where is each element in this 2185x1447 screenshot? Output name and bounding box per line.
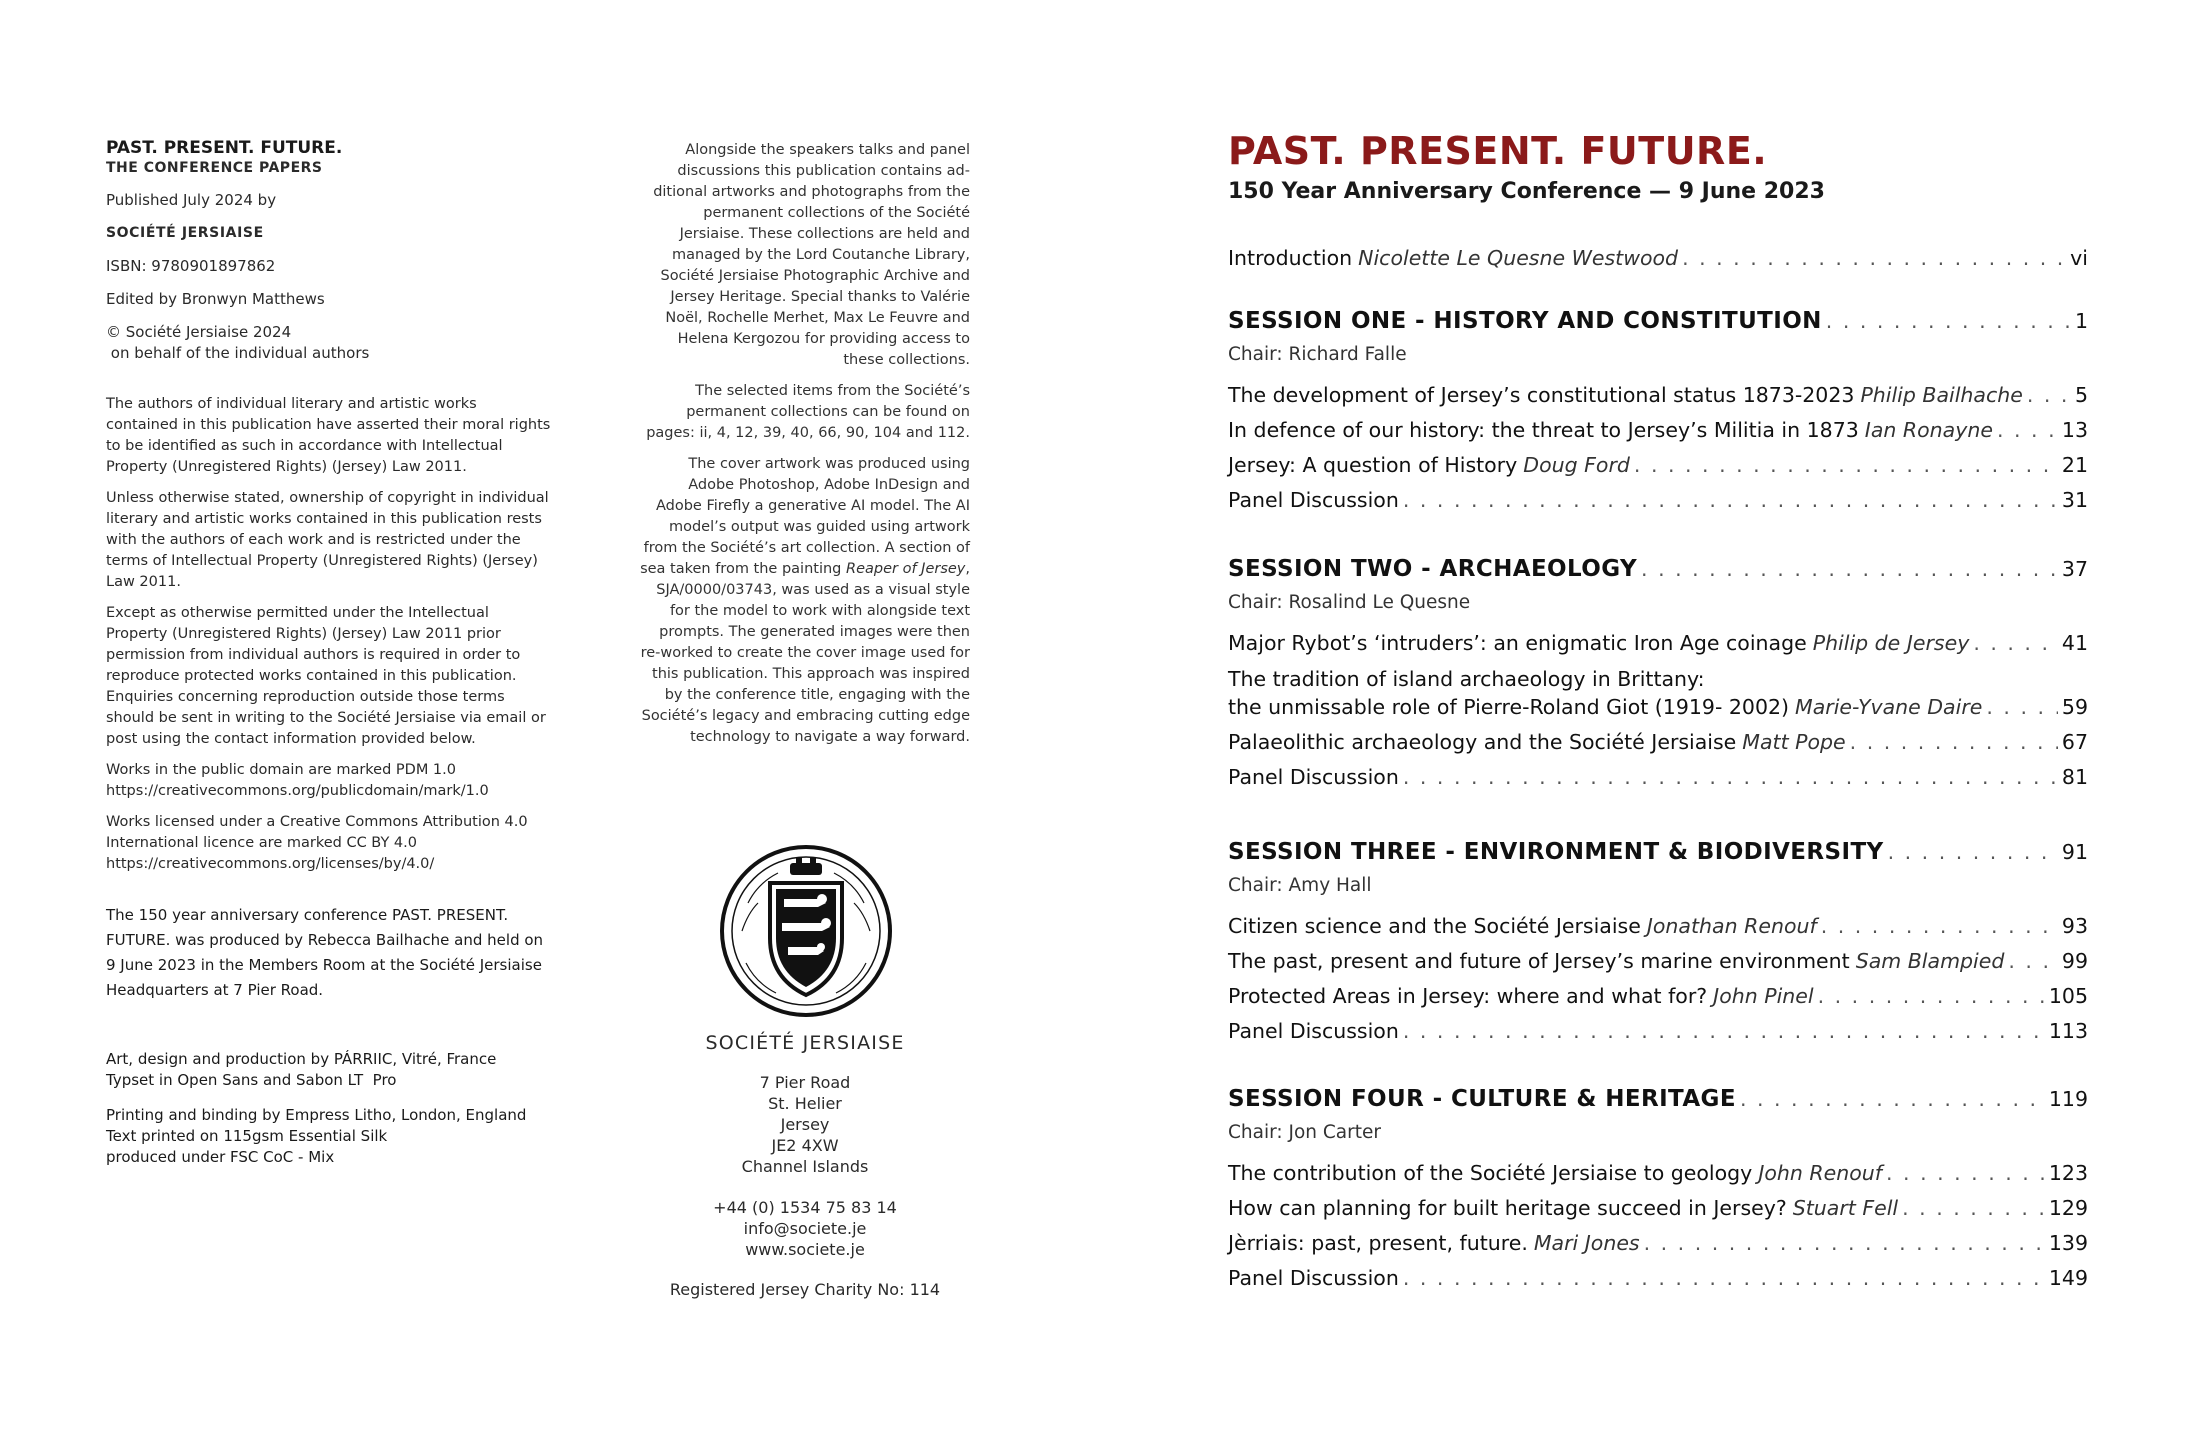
entry-page: 99 — [2061, 949, 2088, 973]
ownership-paragraph: Unless otherwise stated, ownership of copyright in individual literary and artistic works contained in this publication rests with the authors of each work and is restricted under the terms of Intellectual Property (Unregistered Rights) (Jersey) Law 2011. — [106, 490, 549, 590]
printing-credits — [106, 1105, 551, 1168]
entry-title-line-1: The tradition of island archaeology in Brittany: — [1228, 667, 1705, 691]
leader-dots — [1740, 1086, 2045, 1112]
session-heading — [1228, 1086, 2088, 1112]
address-line: St. Helier — [768, 1094, 842, 1113]
entry-title: The past, present and future of Jersey’s marine environment — [1228, 949, 1850, 973]
entry-title: Major Rybot’s ‘intruders’: an enigmatic Iron Age coinage — [1228, 631, 1807, 655]
entry-author: Philip de Jersey — [1812, 631, 1970, 655]
address-line: JE2 4XW — [771, 1136, 839, 1155]
society-contact — [640, 1032, 970, 1299]
cc-license-note — [106, 812, 551, 875]
session-page: 91 — [2061, 840, 2088, 864]
toc-title: PAST. PRESENT. FUTURE. — [1228, 129, 1768, 173]
toc-subtitle: 150 Year Anniversary Conference — 9 June 2023 — [1228, 179, 1825, 204]
entry-title: Panel Discussion — [1228, 1019, 1399, 1043]
leader-dots — [1641, 556, 2058, 582]
entry-author: John Pinel — [1713, 984, 1814, 1008]
leader-dots — [1403, 764, 2058, 790]
leader-dots — [1682, 245, 2066, 271]
cc-license-url: https://creativecommons.org/licenses/by/4.0/ — [106, 856, 435, 872]
entry-title: How can planning for built heritage succeed in Jersey? — [1228, 1196, 1787, 1220]
address-line: Channel Islands — [741, 1157, 869, 1176]
society-name: SOCIÉTÉ JERSIAISE — [705, 1032, 905, 1054]
entry-page: 31 — [2061, 488, 2088, 512]
session-page: 37 — [2061, 557, 2088, 581]
toc-introduction — [1228, 245, 2088, 271]
entry-author: Philip Bailhache — [1860, 383, 2023, 407]
session-chair: Chair: Richard Falle — [1228, 344, 1407, 365]
session-page: 1 — [2074, 309, 2088, 333]
address-line: Jersey — [780, 1115, 830, 1134]
entry-page: 5 — [2074, 383, 2088, 407]
entry-author: Matt Pope — [1742, 730, 1846, 754]
session-title: SESSION ONE - HISTORY AND CONSTITUTION — [1228, 308, 1822, 334]
copyright-notice — [106, 322, 551, 364]
acknowledgements-column — [640, 140, 970, 758]
toc-entry — [1228, 245, 2088, 271]
session-chair: Chair: Rosalind Le Quesne — [1228, 592, 1471, 613]
entry-author: Ian Ronayne — [1864, 418, 1993, 442]
leader-dots — [1403, 1265, 2045, 1291]
book-title: PAST. PRESENT. FUTURE. — [106, 138, 343, 158]
phone-number: +44 (0) 1534 75 83 14 — [713, 1198, 897, 1217]
entry-page: 149 — [2048, 1266, 2088, 1290]
entry-author: Sam Blampied — [1855, 949, 2005, 973]
entry-title: the unmissable role of Pierre-Roland Giot (1919- 2002) — [1228, 695, 1790, 719]
entry-title: The contribution of the Société Jersiaise to geology — [1228, 1161, 1753, 1185]
entry-page: 129 — [2048, 1196, 2088, 1220]
entry-page: 105 — [2048, 984, 2088, 1008]
typeset-credit: Typset in Open Sans and Sabon LT Pro — [106, 1071, 397, 1089]
table-of-contents — [1228, 128, 2088, 1290]
leader-dots — [1634, 452, 2058, 478]
entry-title: Palaeolithic archaeology and the Société Jersiaise — [1228, 730, 1737, 754]
toc-entry — [1228, 487, 2088, 513]
toc-session-three — [1228, 839, 2088, 1053]
email-address: info@societe.je — [743, 1219, 867, 1238]
copyright-line-1: © Société Jersiaise 2024 — [106, 323, 292, 341]
editor: Edited by Bronwyn Matthews — [106, 290, 325, 308]
entry-author: Mari Jones — [1533, 1231, 1640, 1255]
session-page: 119 — [2048, 1087, 2088, 1111]
entry-author: Stuart Fell — [1792, 1196, 1899, 1220]
leader-dots — [1886, 1160, 2045, 1186]
entry-page: 59 — [2061, 695, 2088, 719]
toc-entry — [1228, 729, 2088, 755]
leader-dots — [1997, 417, 2058, 443]
cover-artwork-paragraph — [640, 454, 970, 748]
entry-page: 139 — [2048, 1231, 2088, 1255]
leader-dots — [1644, 1230, 2045, 1256]
printing-line-1: Printing and binding by Empress Litho, London, England — [106, 1106, 527, 1124]
printing-line-3: produced under FSC CoC - Mix — [106, 1148, 335, 1166]
leader-dots — [1973, 630, 2058, 656]
session-title: SESSION THREE - ENVIRONMENT & BIODIVERSITY — [1228, 839, 1884, 865]
public-domain-text: Works in the public domain are marked PDM 1.0 — [106, 762, 456, 778]
entry-title: Panel Discussion — [1228, 1266, 1399, 1290]
society-contact-details — [640, 1197, 970, 1260]
cover-text-b: , SJA/0000/03743, was used as a visual style for the model to work with alongside text prompts. The generated images were then re-worked to create the cover image used for this publication. This approach was inspired by the conference title, engaging with the Société’s legacy and embracing cutting edge technology to navigate a way forward. — [640, 561, 970, 745]
session-heading — [1228, 839, 2088, 865]
toc-entry — [1228, 630, 2088, 656]
published-line: Published July 2024 by — [106, 191, 277, 209]
toc-entry — [1228, 452, 2088, 478]
production-credits — [106, 1049, 551, 1091]
leader-dots — [1850, 729, 2058, 755]
conference-paragraph: The 150 year anniversary conference PAST. PRESENT. FUTURE. was produced by Rebecca Bailhache and held on 9 June 2023 in the Members Room at the Société Jersiaise Headquarters at 7 Pier Road. — [106, 906, 544, 999]
entry-page: 123 — [2048, 1161, 2088, 1185]
toc-entry — [1228, 1018, 2088, 1044]
isbn: ISBN: 9780901897862 — [106, 257, 276, 275]
entry-author: John Renouf — [1758, 1161, 1883, 1185]
entry-page: 93 — [2061, 914, 2088, 938]
entry-title: Jersey: A question of History — [1228, 453, 1518, 477]
entry-page: 67 — [2061, 730, 2088, 754]
moral-rights-paragraph: The authors of individual literary and artistic works contained in this publication have asserted their moral rights to be identified as such in accordance with Intellectual Property (Unregistered Rights) (Jersey) Law 2011. — [106, 396, 551, 475]
leader-dots — [1826, 308, 2071, 334]
painting-title: Reaper of Jersey — [846, 561, 966, 577]
entry-page: 81 — [2061, 765, 2088, 789]
society-address — [640, 1072, 970, 1177]
leader-dots — [1888, 839, 2058, 865]
leader-dots — [1818, 983, 2045, 1009]
toc-session-four — [1228, 1086, 2088, 1300]
leader-dots — [1403, 1018, 2045, 1044]
leader-dots — [1986, 694, 2058, 720]
entry-page: 41 — [2061, 631, 2088, 655]
charity-number: Registered Jersey Charity No: 114 — [669, 1280, 941, 1299]
public-domain-note — [106, 760, 551, 802]
cover-text-a: The cover artwork was produced using Adobe Photoshop, Adobe InDesign and Adobe Firefly a generative AI model. The AI model’s output was guided using artwork from the Société’s art collection. A section of sea taken from the painting — [640, 456, 970, 577]
collections-paragraph: Alongside the speakers talks and panel discussions this publication contains ad-ditional artworks and photographs from the permanent collections of the Société Jersiaise. These collections are held and managed by the Lord Coutanche Library, Société Jersiaise Photographic Archive and Jersey Heritage. Special thanks to Valérie Noël, Rochelle Merhet, Max Le Feuvre and Helena Kergozou for providing access to these collections. — [653, 142, 970, 368]
toc-entry — [1228, 1230, 2088, 1256]
session-chair: Chair: Jon Carter — [1228, 1122, 1381, 1143]
toc-entry — [1228, 1195, 2088, 1221]
website: www.societe.je — [745, 1240, 865, 1259]
entry-author: Doug Ford — [1523, 453, 1630, 477]
toc-entry — [1228, 948, 2088, 974]
public-domain-url: https://creativecommons.org/publicdomain/mark/1.0 — [106, 783, 489, 799]
art-credit: Art, design and production by PÁRRIIC, Vitré, France — [106, 1050, 497, 1068]
toc-entry — [1228, 417, 2088, 443]
selected-items-paragraph: The selected items from the Société’s permanent collections can be found on pages: ii, 4, 12, 39, 40, 66, 90, 104 and 112. — [646, 383, 970, 441]
entry-author: Nicolette Le Quesne Westwood — [1358, 246, 1679, 270]
session-heading — [1228, 308, 2088, 334]
leader-dots — [1821, 913, 2058, 939]
entry-page: vi — [2070, 246, 2088, 270]
entry-title: Panel Discussion — [1228, 488, 1399, 512]
session-title: SESSION TWO - ARCHAEOLOGY — [1228, 556, 1638, 582]
address-line: 7 Pier Road — [759, 1073, 851, 1092]
entry-title: Protected Areas in Jersey: where and what for? — [1228, 984, 1708, 1008]
entry-page: 13 — [2061, 418, 2088, 442]
publisher-name: SOCIÉTÉ JERSIAISE — [106, 225, 264, 241]
book-subtitle: THE CONFERENCE PAPERS — [106, 160, 323, 176]
entry-page: 21 — [2061, 453, 2088, 477]
toc-entry — [1228, 1160, 2088, 1186]
imprint-column — [106, 138, 551, 1182]
toc-entry — [1228, 1265, 2088, 1291]
toc-entry — [1228, 764, 2088, 790]
session-heading — [1228, 556, 2088, 582]
leader-dots — [2008, 948, 2058, 974]
copyright-line-2: on behalf of the individual authors — [106, 344, 370, 362]
societe-jersiaise-seal-icon — [718, 843, 894, 1019]
entry-author: Jonathan Renouf — [1646, 914, 1817, 938]
permission-paragraph: Except as otherwise permitted under the Intellectual Property (Unregistered Rights) (Jersey) Law 2011 prior permission from individual authors is required in order to reproduce protected works contained in this publication. Enquiries concerning reproduction outside those terms should be sent in writing to the Société Jersiaise via email or post using the contact information provided below. — [106, 605, 546, 747]
session-title: SESSION FOUR - CULTURE & HERITAGE — [1228, 1086, 1736, 1112]
toc-entry — [1228, 913, 2088, 939]
toc-entry — [1228, 382, 2088, 408]
toc-entry — [1228, 983, 2088, 1009]
printing-line-2: Text printed on 115gsm Essential Silk — [106, 1127, 388, 1145]
leader-dots — [1403, 487, 2058, 513]
entry-title: Panel Discussion — [1228, 765, 1399, 789]
entry-title: Jèrriais: past, present, future. — [1228, 1231, 1528, 1255]
toc-session-one — [1228, 308, 2088, 522]
entry-title: Citizen science and the Société Jersiaise — [1228, 914, 1641, 938]
toc-entry — [1228, 694, 2088, 720]
entry-title: Introduction — [1228, 246, 1353, 270]
session-chair: Chair: Amy Hall — [1228, 875, 1372, 896]
leader-dots — [2027, 382, 2071, 408]
toc-session-two — [1228, 556, 2088, 799]
leader-dots — [1902, 1195, 2045, 1221]
entry-page: 113 — [2048, 1019, 2088, 1043]
entry-title: The development of Jersey’s constitutional status 1873-2023 — [1228, 383, 1855, 407]
entry-author: Marie-Yvane Daire — [1795, 695, 1983, 719]
cc-license-text: Works licensed under a Creative Commons Attribution 4.0 International licence are marked CC BY 4.0 — [106, 814, 528, 851]
entry-title: In defence of our history: the threat to Jersey’s Militia in 1873 — [1228, 418, 1859, 442]
